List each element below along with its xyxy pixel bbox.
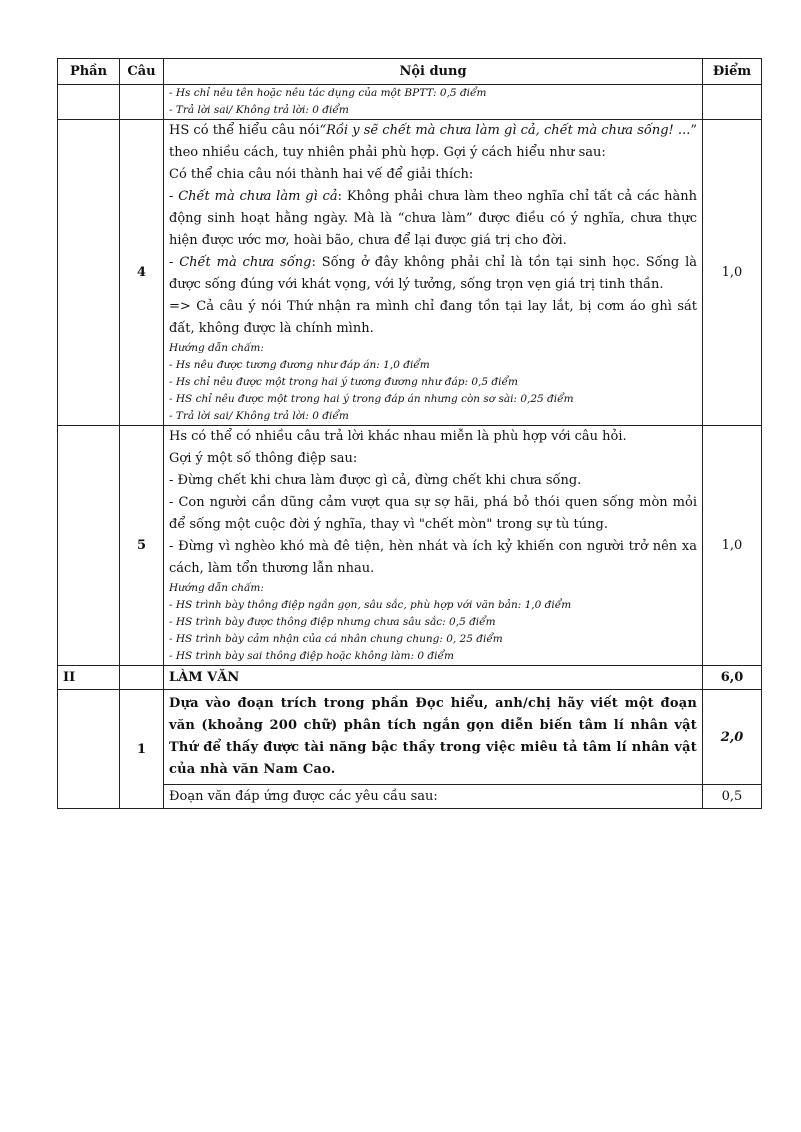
part2-label: II — [58, 666, 120, 690]
header-diem: Điểm — [703, 59, 762, 85]
q4-point-1-label: - Chết mà chưa làm gì cả — [169, 189, 338, 204]
table-row-q1 — [58, 690, 762, 785]
q1-number: 1 — [120, 690, 164, 809]
table-row-top — [58, 85, 762, 120]
q5-guide-4: - HS trình bày sai thông điệp hoặc không làm: 0 điểm — [169, 650, 454, 662]
q4-number: 4 — [120, 120, 164, 426]
table-header-row — [58, 59, 762, 85]
q4-point-1-text: : Không phải chưa làm theo nghĩa chỉ tất cả các hành động sinh hoạt hằng ngày. Mà là “chưa làm” được điều có ý nghĩa, chưa thực hiện được ước mơ, hoài bão, chưa để lại được giá trị cho đời. — [169, 189, 697, 248]
q4-guide-3: - HS chỉ nêu được một trong hai ý trong đáp án nhưng còn sơ sài: 0,25 điểm — [169, 393, 574, 405]
part2-title: LÀM VĂN — [164, 666, 703, 690]
table-row-q4 — [58, 120, 762, 426]
q5-line-5: - Đừng vì nghèo khó mà đê tiện, hèn nhát và ích kỷ khiến con người trở nên xa cách, làm tổn thương lẫn nhau. — [169, 539, 697, 576]
q5-content — [164, 426, 703, 666]
header-noi-dung: Nội dung — [164, 59, 703, 85]
q5-line-2: Gợi ý một số thông điệp sau: — [169, 451, 358, 466]
q1-prompt: Dựa vào đoạn trích trong phần Đọc hiểu, anh/chị hãy viết một đoạn văn (khoảng 200 chữ) phân tích ngắn gọn diễn biến tâm lí nhân vật Thứ để thấy được tài năng bậc thầy trong việc miêu tả tâm lí nhân vật của nhà văn Nam Cao. — [164, 690, 703, 785]
q5-line-3: - Đừng chết khi chưa làm được gì cả, đừng chết khi chưa sống. — [169, 473, 582, 488]
q5-number: 5 — [120, 426, 164, 666]
top-guide-line-1: - Hs chỉ nêu tên hoặc nêu tác dụng của một BPTT: 0,5 điểm — [169, 87, 487, 99]
q4-point-2-label: - Chết mà chưa sống — [169, 255, 312, 270]
q4-content — [164, 120, 703, 426]
q5-guide-2: - HS trình bày được thông điệp nhưng chưa sâu sắc: 0,5 điểm — [169, 616, 496, 628]
table-row-q5 — [58, 426, 762, 666]
table-row-part2 — [58, 666, 762, 690]
q4-score: 1,0 — [703, 120, 762, 426]
q4-intro-suffix: ” theo nhiều cách, tuy nhiên phải phù hợp. Gợi ý cách hiểu như sau: — [169, 123, 697, 160]
q5-guide-1: - HS trình bày thông điệp ngắn gọn, sâu sắc, phù hợp với văn bản: 1,0 điểm — [169, 599, 572, 611]
q4-intro — [169, 120, 697, 164]
part2-score: 6,0 — [703, 666, 762, 690]
q1-requirement-score: 0,5 — [703, 785, 762, 809]
q4-split-line: Có thể chia câu nói thành hai vế để giải thích: — [169, 167, 474, 182]
q4-intro-quote: “Rồi y sẽ chết mà chưa làm gì cả, chết mà chưa sống! ... — [319, 123, 691, 138]
top-guide-cell — [164, 85, 703, 120]
q4-guide-4: - Trả lời sai/ Không trả lời: 0 điểm — [169, 410, 349, 422]
q4-conclusion: => Cả câu ý nói Thứ nhận ra mình chỉ đang tồn tại lay lắt, bị cơm áo ghì sát đất, không được là chính mình. — [169, 299, 697, 336]
q4-guide-1: - Hs nêu được tương đương như đáp án: 1,0 điểm — [169, 359, 430, 371]
q5-line-1: Hs có thể có nhiều câu trả lời khác nhau miễn là phù hợp với câu hỏi. — [169, 429, 627, 444]
q1-requirement: Đoạn văn đáp ứng được các yêu cầu sau: — [164, 785, 703, 809]
q5-guide-3: - HS trình bày cảm nhận của cá nhân chung chung: 0, 25 điểm — [169, 633, 503, 645]
header-cau: Câu — [120, 59, 164, 85]
q4-point-2 — [169, 252, 697, 296]
q4-guide-2: - Hs chỉ nêu được một trong hai ý tương đương như đáp: 0,5 điểm — [169, 376, 518, 388]
q4-guide-title: Hướng dẫn chấm: — [169, 342, 264, 354]
q1-score: 2,0 — [703, 690, 762, 785]
q4-intro-prefix: HS có thể hiểu câu nói — [169, 123, 320, 138]
q5-score: 1,0 — [703, 426, 762, 666]
top-guide-line-2: - Trả lời sai/ Không trả lời: 0 điểm — [169, 104, 349, 116]
q5-line-4: - Con người cần dũng cảm vượt qua sự sợ hãi, phá bỏ thói quen sống mòn mỏi để sống một cuộc đời ý nghĩa, thay vì "chết mòn" trong sự tù túng. — [169, 495, 697, 532]
grading-table — [57, 58, 762, 809]
table-row-q1-req — [58, 785, 762, 809]
header-phan: Phần — [58, 59, 120, 85]
q4-point-1 — [169, 186, 697, 252]
q4-point-2-text: : Sống ở đây không phải chỉ là tồn tại sinh học. Sống là được sống đúng với khát vọng, với lý tưởng, sống trọn vẹn giá trị tinh thần. — [169, 255, 697, 292]
q5-guide-title: Hướng dẫn chấm: — [169, 582, 264, 594]
